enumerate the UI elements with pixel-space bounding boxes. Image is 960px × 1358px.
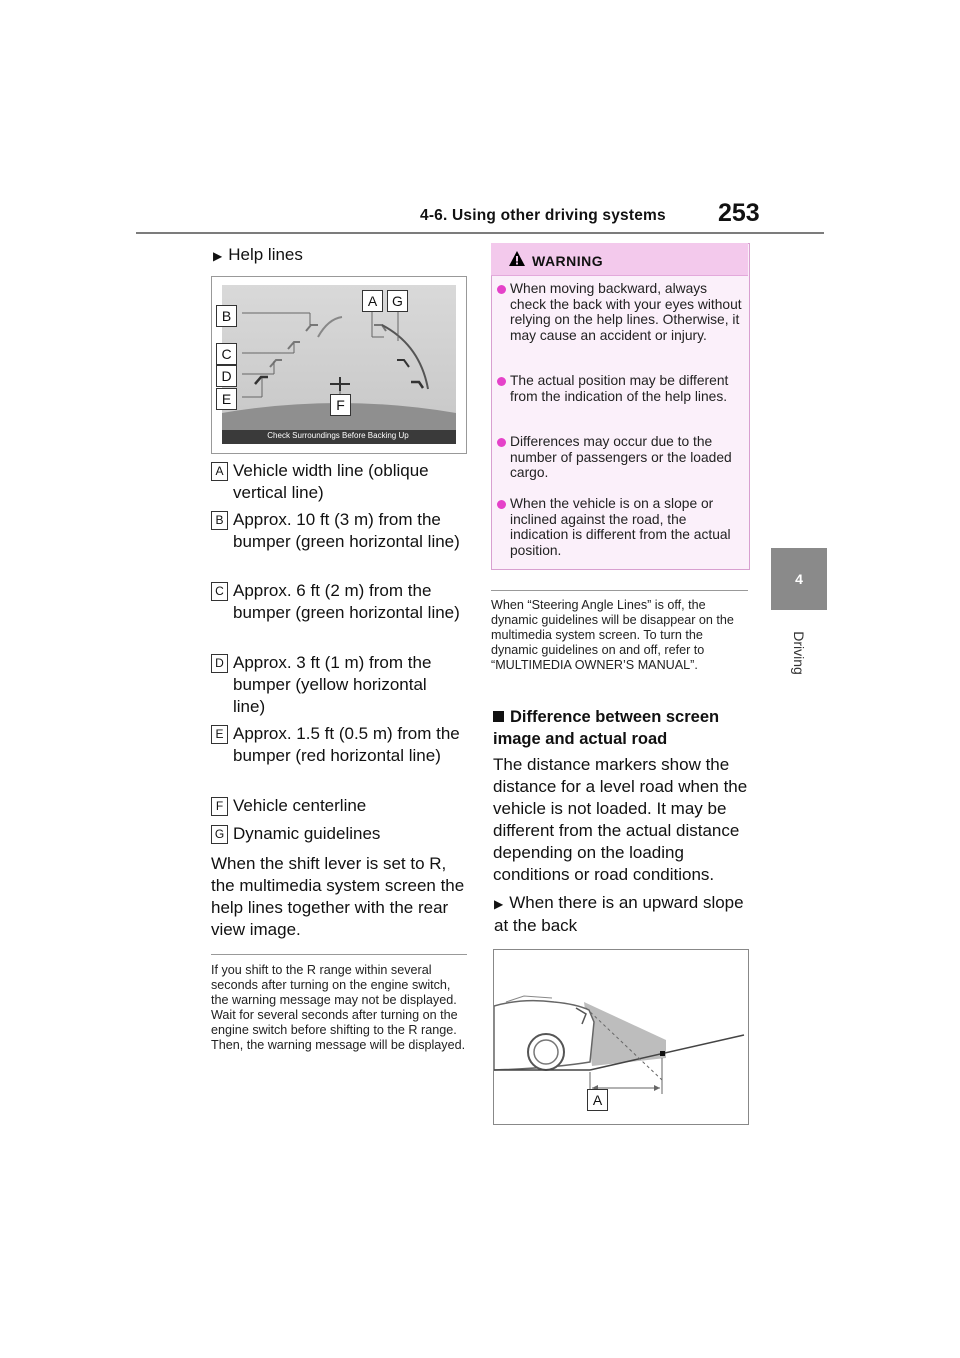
callout-c: C [216,343,237,365]
callout-g: G [387,290,408,312]
section-title: 4-6. Using other driving systems [420,207,666,224]
item-g [211,823,461,845]
item-c [211,580,461,646]
item-label: B [211,511,228,530]
chapter-number: 4 [795,571,803,587]
help-lines-subhead [213,244,303,267]
item-label: D [211,654,228,673]
item-b [211,509,461,575]
item-text: Dynamic guidelines [233,824,381,843]
rear-camera-screen [222,285,456,444]
right-note-rule [491,590,748,591]
page-number: 253 [718,199,760,227]
item-label: A [211,462,228,481]
item-label: E [211,725,228,744]
item-a [211,460,461,504]
triangle-bullet-icon: ▶ [494,897,504,911]
item-text: Approx. 1.5 ft (0.5 m) from the bumper (red horizontal line) [233,724,460,765]
callout-d: D [216,365,237,387]
heading-text: Difference between screen image and actual road [493,708,720,748]
header-rule [136,232,824,234]
upward-slope-figure [493,949,749,1125]
shift-note: If you shift to the R range within several seconds after turning on the engine switch, the warning message may not be displayed. Wait for several seconds after turning on the engine switch before shifting to the R range. Then, the warning message will be displayed. [211,963,466,1052]
item-label: F [211,797,228,816]
callout-a: A [362,290,383,312]
item-text: Approx. 3 ft (1 m) from the bumper (yellow horizontal line) [233,653,432,716]
callout-b: B [216,305,237,327]
subhead-text: Help lines [228,245,303,264]
item-d [211,652,461,718]
warning-item: Differences may occur due to the number of passengers or the loaded cargo. [510,434,732,480]
item-label: C [211,582,228,601]
screen-banner: Check Surroundings Before Backing Up [267,431,409,440]
square-bullet-icon [493,711,504,722]
note-rule [211,954,467,955]
item-text: Approx. 6 ft (2 m) from the bumper (green horizontal line) [233,581,460,622]
warning-bullet-icon [497,438,506,447]
item-label: G [211,825,228,844]
slope-subhead [494,892,744,937]
warning-triangle-icon [508,250,526,272]
callout-f: F [330,394,351,416]
steering-lines-note: When “Steering Angle Lines” is off, the dynamic guidelines will be disappear on the multimedia system screen. To turn the dynamic guidelines on and off, refer to “MULTIMEDIA OWNER’S MANUAL”. [491,598,734,672]
warning-bullet-icon [497,285,506,294]
difference-heading [493,706,748,750]
warning-bullet-icon [497,377,506,386]
item-e [211,723,461,789]
chapter-tab[interactable] [771,548,827,610]
item-text: Vehicle width line (oblique vertical line) [233,461,429,502]
warning-header [491,243,748,276]
camera-view-graphic [222,285,456,444]
item-text: Approx. 10 ft (3 m) from the bumper (green horizontal line) [233,510,460,551]
warning-item: When moving backward, always check the back with your eyes without relying on the help lines. Otherwise, it may cause an accident or injury. [510,281,742,343]
item-text: Vehicle centerline [233,796,367,815]
warning-item: The actual position may be different from the indication of the help lines. [510,373,729,404]
slope-callout-a: A [587,1089,608,1111]
subhead-text: When there is an upward slope at the back [494,893,744,935]
item-f [211,795,461,817]
warning-bullet-icon [497,500,506,509]
warning-title: WARNING [532,253,604,269]
slope-diagram [494,950,748,1124]
shift-lever-paragraph: When the shift lever is set to R, the multimedia system screen the help lines together with the rear view image. [211,854,465,939]
triangle-bullet-icon: ▶ [213,249,223,263]
distance-paragraph: The distance markers show the distance for a level road when the vehicle is not loaded. It may be different from the actual distance depending on the loading conditions or road conditions. [493,755,748,884]
warning-item: When the vehicle is on a slope or inclined against the road, the indication is different from the actual position. [510,496,731,558]
chapter-label: Driving [791,631,807,675]
callout-e: E [216,388,237,410]
